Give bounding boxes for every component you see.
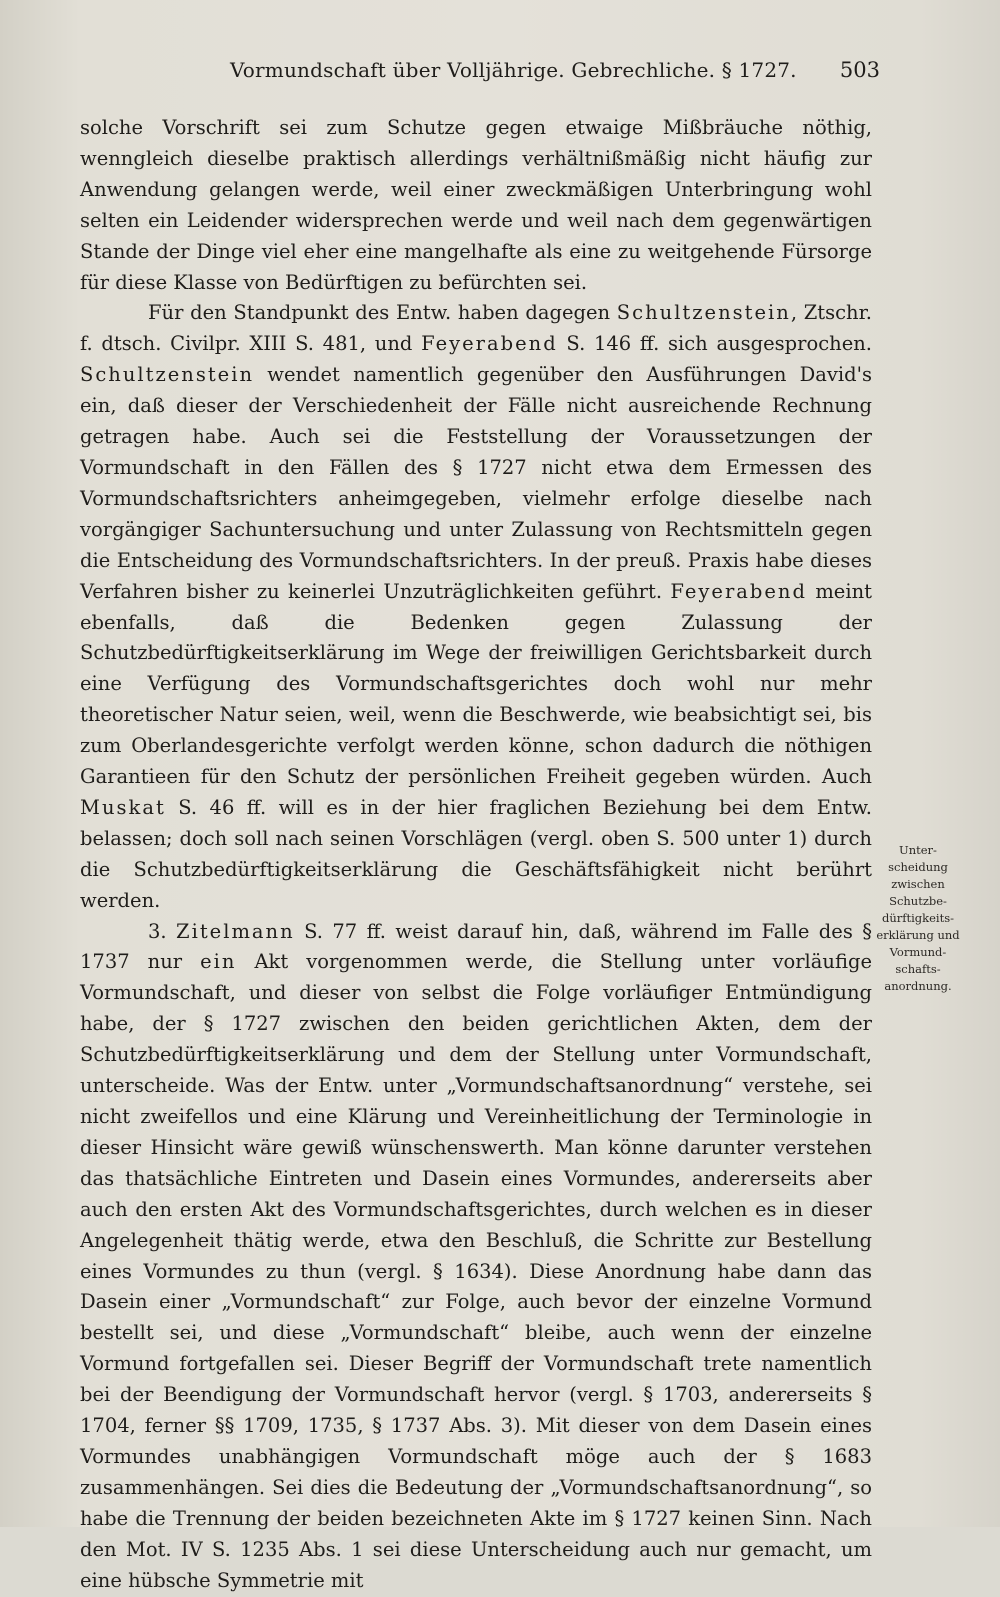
paragraph-3 (80, 917, 872, 1597)
emphasis: ein (200, 950, 237, 974)
text-run: S. 77 ff. weist darauf hin, daß, während im Falle des § 1737 nur (80, 919, 873, 974)
text-run: 3. (148, 919, 177, 943)
text-run: , Ztschr. f. dtsch. Civilpr. XIII S. 481, und (80, 301, 872, 356)
text-run: S. 46 ff. will es in der hier fraglichen Beziehung bei dem Entw. belassen; doch soll nach seinen Vorschlägen (vergl. oben S. 500 unter 1) durch die Schutzbedürftigkeitserklärung die Geschäftsfähigkeit nicht berührt werden. (80, 795, 872, 912)
marginal-line: erklärung und (876, 928, 960, 942)
page-header (60, 58, 880, 90)
running-title: Vormundschaft über Volljährige. Gebrechliche. § 1727. (230, 58, 797, 82)
marginal-line: anordnung. (884, 979, 952, 993)
text-run: Für den Standpunkt des Entw. haben dagegen (148, 301, 617, 325)
paragraph-2 (80, 298, 872, 916)
marginal-line: Schutzbe- (889, 894, 947, 908)
marginal-line: zwischen (891, 877, 945, 891)
text-run: S. 146 ff. sich ausgesprochen. (557, 332, 872, 356)
author-name: Schultzenstein (80, 363, 255, 387)
author-name: Feyerabend (670, 579, 807, 603)
marginal-line: schafts- (895, 962, 941, 976)
page-number: 503 (839, 58, 880, 82)
author-name: Schultzenstein (616, 301, 791, 325)
marginal-line: scheidung (888, 860, 948, 874)
marginal-note (870, 842, 966, 995)
main-text (80, 113, 872, 1597)
text-run: wendet namentlich gegenüber den Ausführungen David's ein, daß dieser der Verschiedenheit der Fälle nicht ausreichende Rechnung getragen habe. Auch sei die Feststellung der Voraussetzungen der Vormundschaft in den Fällen des § 1727 nicht etwa dem Ermessen des Vormundschaftsrichters anheimgegeben, vielmehr erfolge dieselbe nach vorgängiger Sachuntersuchung und unter Zulassung von Rechtsmitteln gegen die Entscheidung des Vormundschaftsrichters. In der preuß. Praxis habe dieses Verfahren bisher zu keinerlei Unzuträglichkeiten geführt. (80, 363, 872, 603)
marginal-line: Vormund- (889, 945, 947, 959)
author-name: Muskat (80, 795, 166, 819)
text-run: meint ebenfalls, daß die Bedenken gegen Zulassung der Schutzbedürftigkeitserklärung im Wege der freiwilligen Gerichtsbarkeit durch eine Verfügung des Vormundschaftsgerichtes doch wohl nur mehr theoretischer Natur seien, weil, wenn die Beschwerde, wie beabsichtigt sei, bis zum Oberlandesgerichte verfolgt werden könne, schon dadurch die nöthigen Garantieen für den Schutz der persönlichen Freiheit gegeben würden. Auch (80, 579, 872, 789)
text-run: Akt vorgenommen werde, die Stellung unter vorläufige Vormundschaft, und dieser von selbst die Folge vorläufiger Entmündigung habe, der § 1727 zwischen den beiden gerichtlichen Akten, dem der Schutzbedürftigkeitserklärung und dem der Stellung unter Vormundschaft, unterscheide. Was der Entw. unter „Vormundschaftsanordnung“ verstehe, sei nicht zweifellos und eine Klärung und Vereinheitlichung der Terminologie in dieser Hinsicht wäre gewiß wünschenswerth. Man könne darunter verstehen das thatsächliche Eintreten und Dasein eines Vormundes, andererseits aber auch den ersten Akt des Vormundschaftsgerichtes, durch welchen es in dieser Angelegenheit thätig werde, etwa den Beschluß, die Schritte zur Bestellung eines Vormundes zu thun (vergl. § 1634). Diese Anordnung habe dann das Dasein einer „Vormundschaft“ zur Folge, auch bevor der einzelne Vormund bestellt sei, und diese „Vormundschaft“ bleibe, auch wenn der einzelne Vormund fortgefallen sei. Dieser Begriff der Vormundschaft trete namentlich bei der Beendigung der Vormundschaft hervor (vergl. § 1703, andererseits § 1704, ferner §§ 1709, 1735, § 1737 Abs. 3). Mit dieser von dem Dasein eines Vormundes unabhängigen Vormundschaft möge auch der § 1683 zusammenhängen. Sei dies die Bedeutung der „Vormundschaftsanordnung“, so habe die Trennung der beiden bezeichneten Akte im § 1727 keinen Sinn. Nach den Mot. IV S. 1235 Abs. 1 sei diese Unterscheidung auch nur gemacht, um eine hübsche Symmetrie mit (80, 950, 872, 1592)
marginal-line: Unter- (899, 843, 937, 857)
marginal-line: dürftigkeits- (881, 911, 955, 925)
paragraph-1: solche Vorschrift sei zum Schutze gegen etwaige Mißbräuche nöthig, wenngleich dieselbe praktisch allerdings verhältnißmäßig nicht häufig zur Anwendung gelangen werde, weil einer zweckmäßigen Unterbringung wohl selten ein Leidender widersprechen werde und weil nach dem gegenwärtigen Stande der Dinge viel eher eine mangelhafte als eine zu weitgehende Fürsorge für diese Klasse von Bedürftigen zu befürchten sei. (80, 116, 872, 294)
author-name: Zitelmann (176, 919, 295, 943)
author-name: Feyerabend (421, 332, 558, 356)
